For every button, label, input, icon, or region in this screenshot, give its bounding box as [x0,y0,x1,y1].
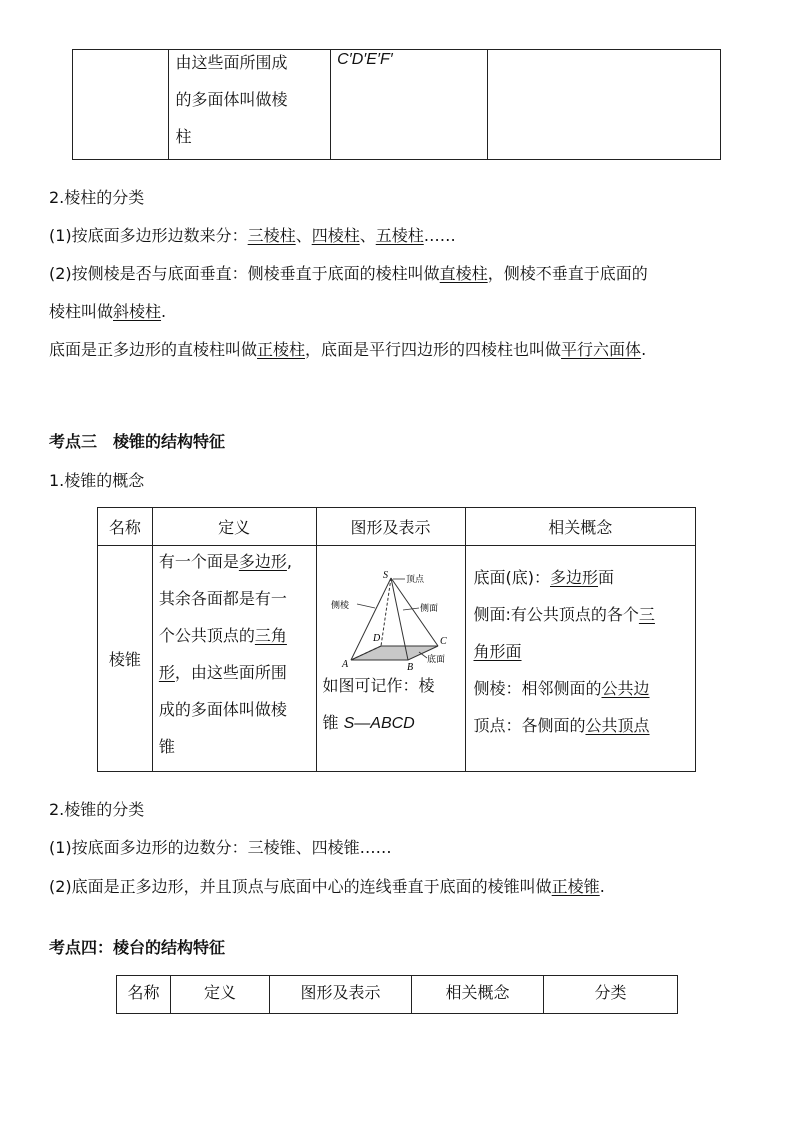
pyramid-figure-cell [316,546,465,772]
def-line: 其余各面都是有一 [158,589,287,608]
def-line: 柱 [175,127,192,146]
concept-edge: 侧棱：相邻侧面的公共边 [473,679,650,698]
prism-notation: C′D′E′F′ [337,51,393,68]
def-line: 的多面体叫做棱 [175,90,288,109]
regular-pyramid-term: 正棱锥 [551,877,600,896]
pyramid-concept-heading: 1.棱锥的概念 [49,471,145,490]
def-line: 成的多面体叫做棱 [158,700,287,719]
pyramid-diagram [323,566,459,671]
header-name: 名称 [117,976,171,1014]
frustum-section-heading: 考点四：棱台的结构特征 [49,938,226,957]
header-name: 名称 [98,508,153,546]
right-prism-term: 直棱柱 [439,264,488,283]
prism-classification-heading: 2.棱柱的分类 [49,188,145,207]
concept-face-cont: 角形面 [473,642,522,661]
header-concepts: 相关概念 [465,508,696,546]
figure-caption: 如图可记作：棱 [322,676,435,695]
label-base: 底面 [426,655,445,665]
triangular-prism-term: 三棱柱 [247,226,296,245]
def-line: 锥 [158,737,175,756]
label-S: S [382,570,388,581]
def-line: 个公共顶点的三角 [158,626,287,645]
pyramid-name: 棱锥 [98,546,153,772]
prism-class-p2-line2: 棱柱叫做斜棱柱. [49,302,167,321]
name-cell [73,50,169,160]
pyramid-class-p2: (2)底面是正多边形，并且顶点与底面中心的连线垂直于底面的棱锥叫做正棱锥. [49,877,605,896]
pyramid-definition [152,546,316,772]
pyramid-concepts [465,546,696,772]
pyramid-classification-heading: 2.棱锥的分类 [49,800,145,819]
pentagonal-prism-term: 五棱柱 [375,226,424,245]
label-B: B [406,662,413,671]
figure-cell [331,50,488,160]
label-A: A [341,659,348,670]
label-C: C [439,636,447,647]
oblique-prism-term: 斜棱柱 [113,302,162,321]
prism-class-p3: 底面是正多边形的直棱柱叫做正棱柱，底面是平行四边形的四棱柱也叫做平行六面体. [49,340,647,359]
header-concepts: 相关概念 [412,976,544,1014]
label-edge: 侧棱 [330,601,349,611]
pyramid-table [97,507,696,772]
concept-apex: 顶点：各侧面的公共顶点 [473,716,650,735]
label-D: D [372,633,380,644]
concept-cell [487,50,720,160]
pyramid-notation: S—ABCD [343,715,415,732]
header-classification: 分类 [544,976,678,1014]
parallelepiped-term: 平行六面体 [561,340,642,359]
prism-table-fragment [72,49,721,160]
pyramid-class-p1: (1)按底面多边形的边数分：三棱锥、四棱锥…… [49,838,392,857]
pyramid-section-heading: 考点三 棱锥的结构特征 [49,432,226,451]
def-line: 由这些面所围成 [175,53,288,72]
header-definition: 定义 [171,976,270,1014]
figure-caption-2: 锥 S—ABCD [322,713,415,732]
concept-base: 底面(底)：多边形面 [473,568,615,587]
frustum-table [116,975,678,1014]
header-figure: 图形及表示 [270,976,412,1014]
def-line: 形，由这些面所围 [158,663,287,682]
regular-prism-term: 正棱柱 [257,340,306,359]
pyramid-base [351,646,438,660]
prism-class-p1: (1)按底面多边形边数来分：三棱柱、四棱柱、五棱柱…… [49,226,456,245]
def-line: 有一个面是多边形, [158,552,292,571]
header-figure: 图形及表示 [316,508,465,546]
concept-face: 侧面:有公共顶点的各个三 [473,605,655,624]
prism-class-p2-line1: (2)按侧棱是否与底面垂直：侧棱垂直于底面的棱柱叫做直棱柱，侧棱不垂直于底面的 [49,264,648,283]
label-face: 侧面 [419,604,438,614]
label-apex: 顶点 [405,575,424,585]
header-definition: 定义 [152,508,316,546]
definition-cell [169,50,331,160]
quadrangular-prism-term: 四棱柱 [311,226,360,245]
